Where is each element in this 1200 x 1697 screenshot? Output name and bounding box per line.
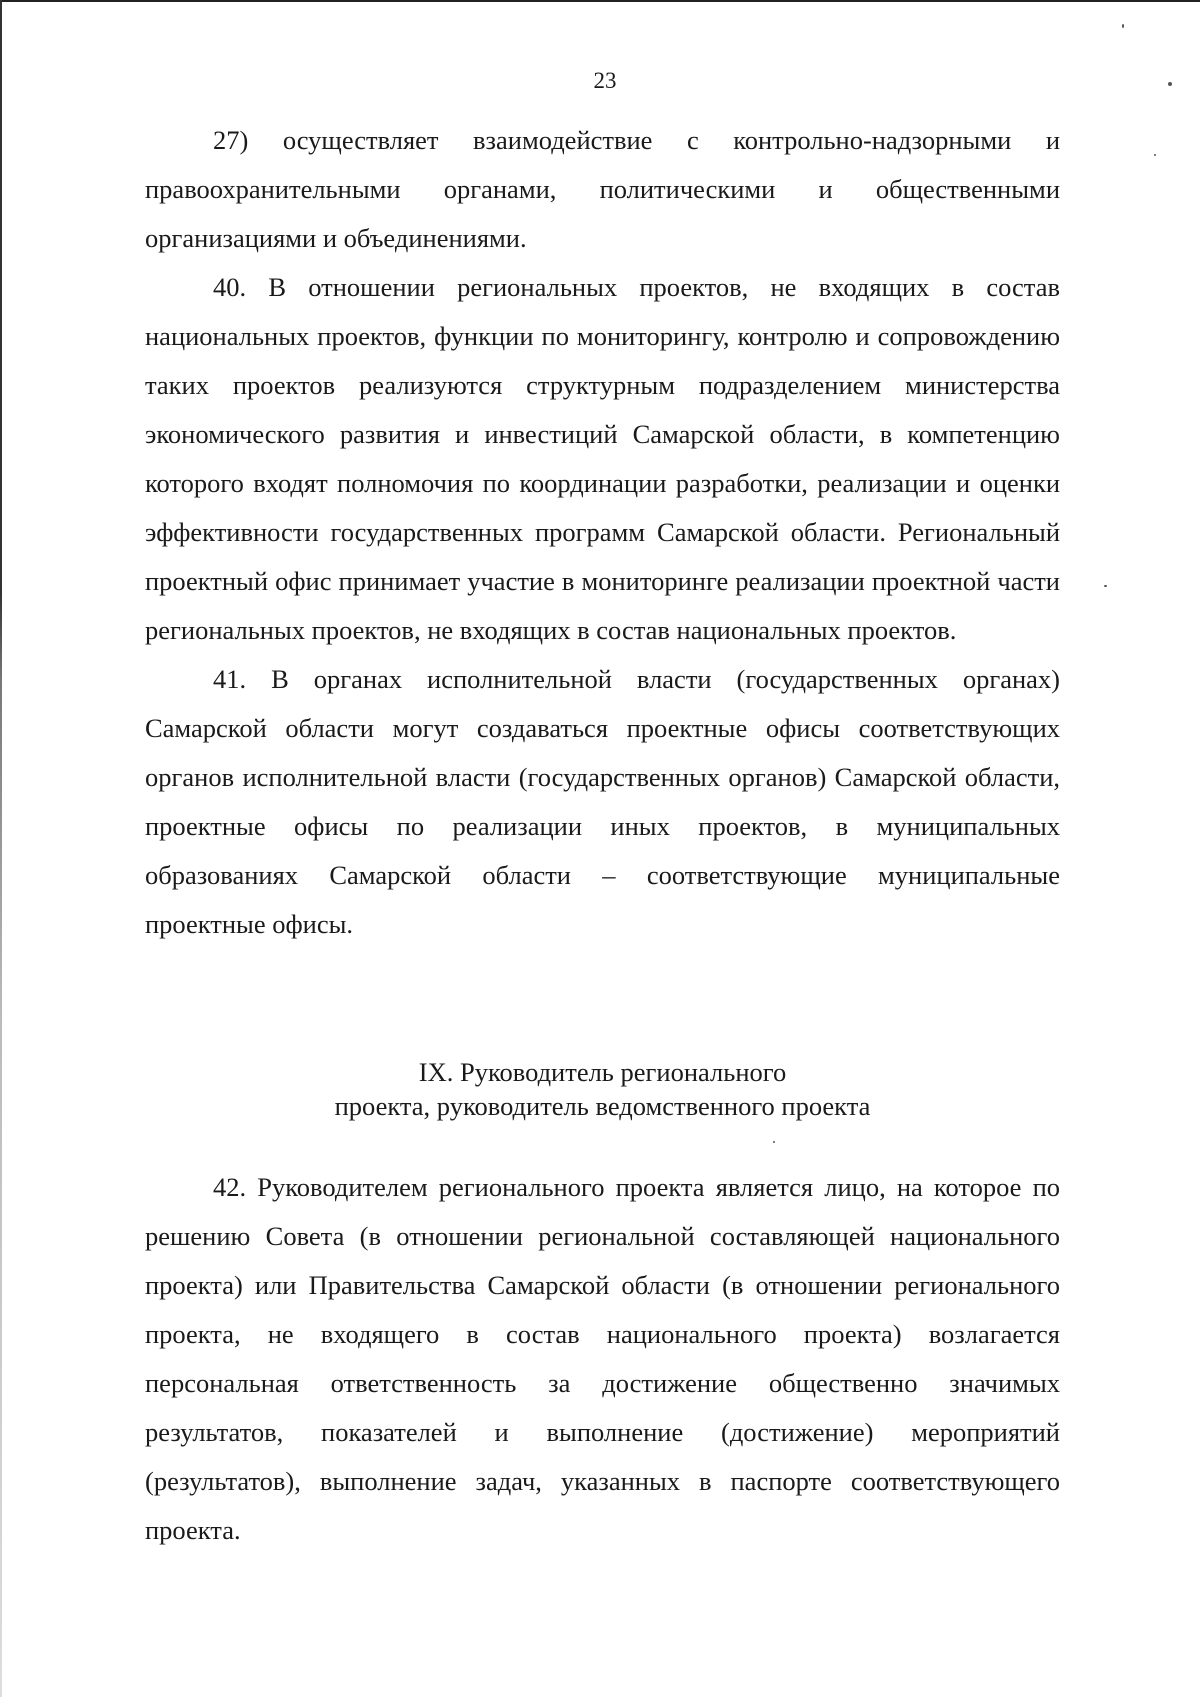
section-heading bbox=[140, 1055, 1065, 1123]
paragraph-27: 27) осуществляет взаимодействие с контрольно-надзорными и правоохранительными органами, политическими и общественными организациями и объединениями. bbox=[145, 125, 1060, 253]
body-text-lower bbox=[145, 1163, 1060, 1555]
paragraph-41: 41. В органах исполнительной власти (государственных органах) Самарской области могут создаваться проектные офисы соответствующих органов исполнительной власти (государственных органов) Самарской области, проектные офисы по реализации иных проектов, в муниципальных образованиях Самарской области – соответствующие муниципальные проектные офисы. bbox=[145, 664, 1060, 939]
scan-speck bbox=[1122, 24, 1124, 28]
section-heading-line1: IX. Руководитель регионального bbox=[418, 1057, 787, 1087]
section-heading-line2: проекта, руководитель ведомственного проекта bbox=[334, 1091, 871, 1121]
scan-speck bbox=[1154, 154, 1156, 156]
paragraph-40: 40. В отношении региональных проектов, не входящих в состав национальных проектов, функции по мониторингу, контролю и сопровождению таких проектов реализуются структурным подразделением министерства экономического развития и инвестиций Самарской области, в компетенцию которого входят полномочия по координации разработки, реализации и оценки эффективности государственных программ Самарской области. Региональный проектный офис принимает участие в мониторинге реализации проектной части региональных проектов, не входящих в состав национальных проектов. bbox=[145, 272, 1060, 645]
scan-speck bbox=[1104, 585, 1107, 587]
paragraph-42: 42. Руководителем регионального проекта является лицо, на которое по решению Совета (в отношении региональной составляющей национального проекта) или Правительства Самарской области (в отношении регионального проекта, не входящего в состав национального проекта) возлагается персональная ответственность за достижение общественно значимых результатов, показателей и выполнение (достижение) мероприятий (результатов), выполнение задач, указанных в паспорте соответствующего проекта. bbox=[145, 1172, 1060, 1545]
scan-border-left bbox=[0, 0, 2, 1697]
scan-border-top bbox=[0, 0, 1200, 2]
scan-speck bbox=[773, 1141, 775, 1143]
body-text-upper bbox=[145, 116, 1060, 949]
page-number: 23 bbox=[593, 68, 617, 93]
